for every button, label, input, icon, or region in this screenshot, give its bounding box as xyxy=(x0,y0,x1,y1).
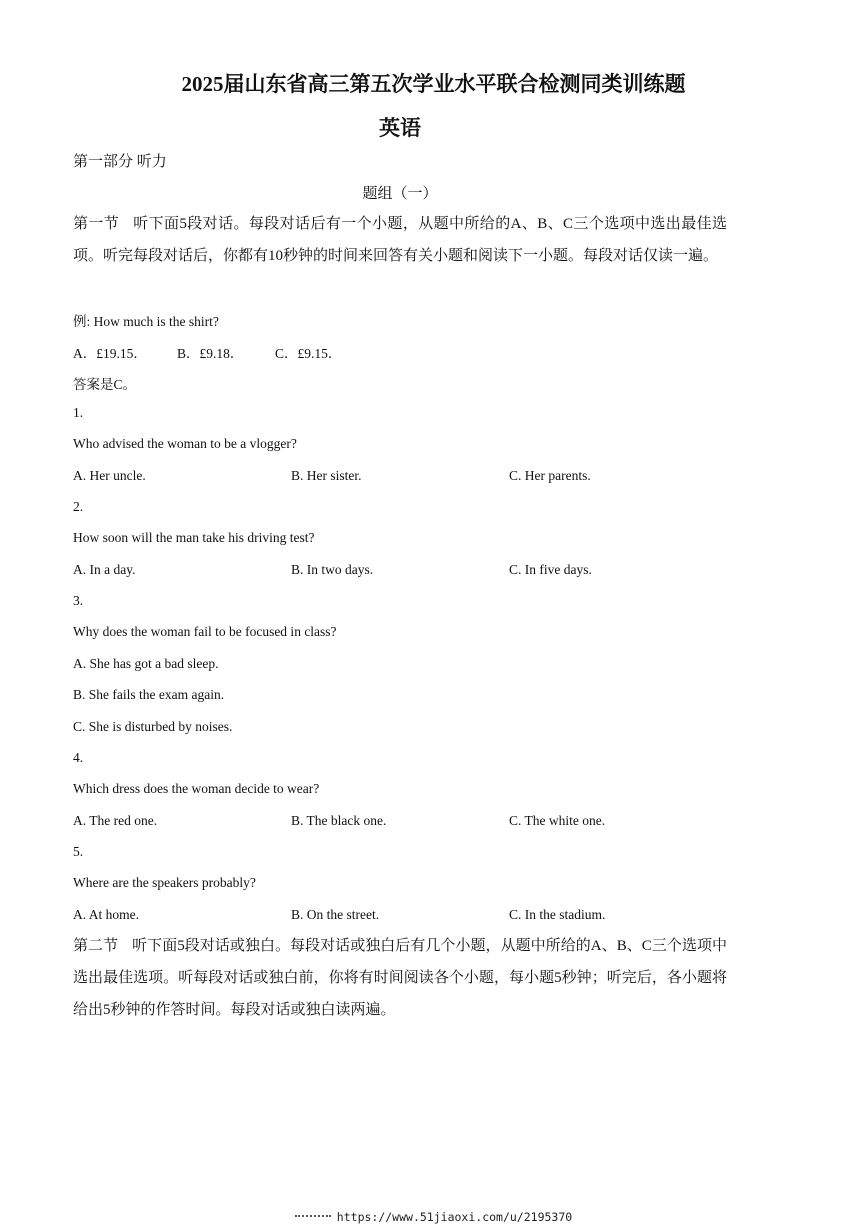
question-number: 2. xyxy=(73,499,84,514)
example-question: 例: How much is the shirt? xyxy=(73,314,219,329)
watermark-mark xyxy=(295,1215,331,1221)
section2-text: 听下面5段对话或独白。每段对话或独白后有几个小题，从题中所给的A、B、C三个选项中选出最佳选项。听每段对话或独白前，你将有时间阅读各个小题，每小题5秒钟；听完后，各小题将给出5秒钟的作答时间。每段对话或独白读两遍。 xyxy=(73,938,727,1018)
question-number: 4. xyxy=(73,750,84,765)
option-c: C. Her parents. xyxy=(509,468,591,483)
section1-label: 第一节 xyxy=(73,216,120,232)
example-option-a: A．£19.15． xyxy=(73,346,147,361)
section1-text: 听下面5段对话。每段对话后有一个小题，从题中所给的A、B、C三个选项中选出最佳选项。听完每段对话后，你都有10秒钟的时间来回答有关小题和阅读下一小题。每段对话仅读一遍。 xyxy=(73,216,727,264)
example-answer: 答案是C。 xyxy=(73,377,137,392)
option-a: A. The red one. xyxy=(73,813,158,828)
document-title: 2025届山东省高三第五次学业水平联合检测同类训练题 xyxy=(181,72,686,96)
footer-url[interactable]: https://www.51jiaoxi.com/u/2195370 xyxy=(336,1210,573,1224)
section2-label: 第二节 xyxy=(73,938,119,954)
group-heading: 题组（一） xyxy=(362,186,438,202)
option-b: B. The black one. xyxy=(291,813,387,828)
question-text: Which dress does the woman decide to wear? xyxy=(73,781,320,796)
option-b: B. Her sister. xyxy=(291,468,362,483)
question-text: Where are the speakers probably? xyxy=(73,875,256,890)
option-b: B. She fails the exam again. xyxy=(73,687,225,702)
question-number: 5. xyxy=(73,844,84,859)
option-a: A. Her uncle. xyxy=(73,468,146,483)
question-text: Why does the woman fail to be focused in class? xyxy=(73,624,337,639)
option-b: B. On the street. xyxy=(291,907,380,922)
section2-instructions xyxy=(73,930,727,1026)
question-number: 3. xyxy=(73,593,84,608)
subject-title: 英语 xyxy=(379,116,421,140)
question-text: How soon will the man take his driving test? xyxy=(73,530,315,545)
question-text: Who advised the woman to be a vlogger? xyxy=(73,436,297,451)
example-option-c: C．£9.15． xyxy=(275,346,342,361)
question-number: 1. xyxy=(73,405,84,420)
option-c: C. She is disturbed by noises. xyxy=(73,719,233,734)
part-heading: 第一部分 听力 xyxy=(73,154,167,170)
option-c: C. In five days. xyxy=(509,562,592,577)
example-option-b: B．£9.18． xyxy=(177,346,244,361)
option-a: A. In a day. xyxy=(73,562,136,577)
option-c: C. The white one. xyxy=(509,813,606,828)
page-footer xyxy=(0,1210,867,1224)
option-a: A. She has got a bad sleep. xyxy=(73,656,219,671)
option-a: A. At home. xyxy=(73,907,139,922)
section1-instructions xyxy=(73,208,727,272)
option-b: B. In two days. xyxy=(291,562,374,577)
option-c: C. In the stadium. xyxy=(509,907,606,922)
